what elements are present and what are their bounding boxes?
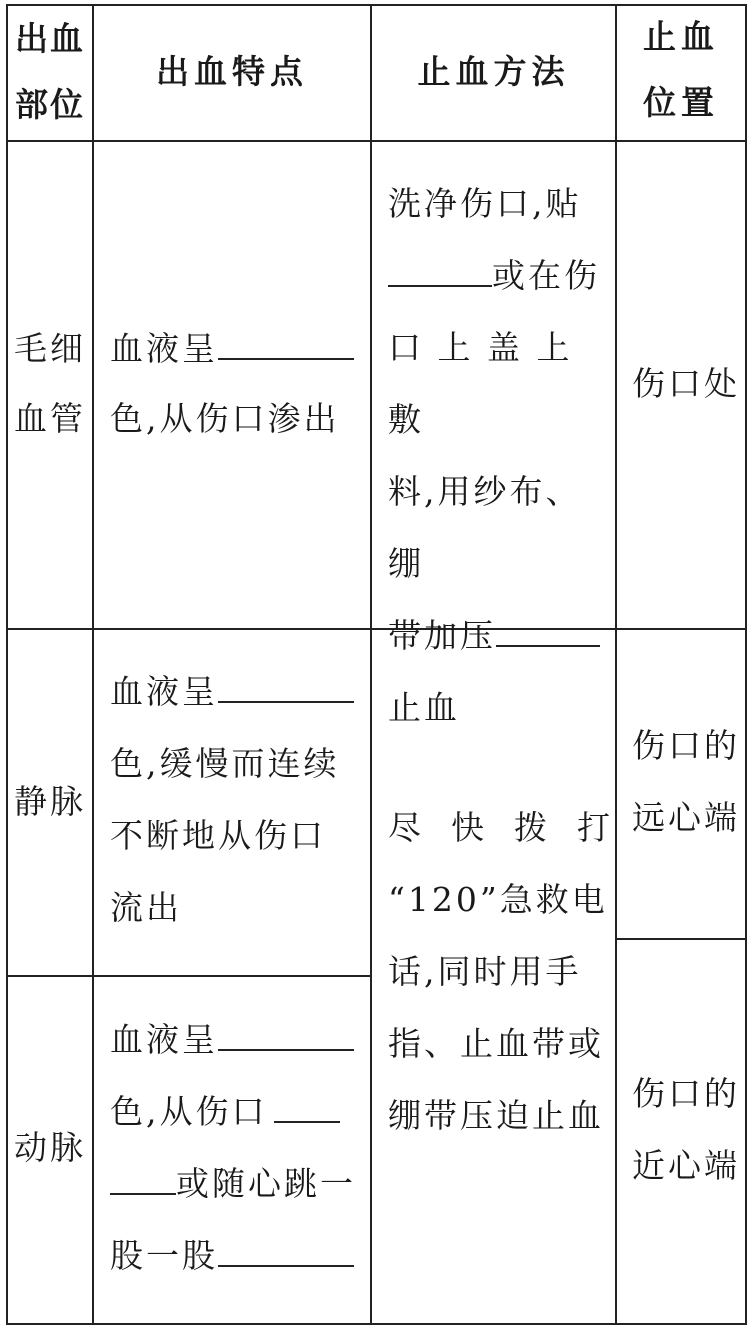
feature-capillary-line1 bbox=[110, 314, 368, 384]
feature-vein-line1 bbox=[110, 656, 368, 728]
feature-artery-line3 bbox=[110, 1148, 368, 1220]
feature-artery-text-d: 股一股 bbox=[110, 1236, 218, 1275]
method-shared-line4: 指、止血带或 bbox=[388, 1024, 604, 1063]
feature-capillary-line2: 色,从伤口渗出 bbox=[110, 399, 340, 438]
fill-blank bbox=[274, 1091, 340, 1123]
rule-col1 bbox=[92, 4, 94, 1325]
feature-vein-line3: 不断地从伤口 bbox=[110, 816, 326, 855]
header-site-line2: 部位 bbox=[15, 85, 85, 124]
method-vein-artery bbox=[388, 792, 613, 1152]
method-capillary-line5 bbox=[388, 600, 613, 672]
method-capillary-line1: 洗净伤口,贴 bbox=[388, 184, 582, 223]
method-capillary-line4: 料,用纱布、绷 bbox=[388, 472, 582, 583]
header-feature: 出血特点 bbox=[156, 52, 308, 91]
rule-col3 bbox=[615, 4, 617, 1325]
position-artery bbox=[632, 1058, 744, 1202]
rule-capillary-bottom bbox=[6, 628, 747, 630]
method-capillary-text-b: 或在伤 bbox=[492, 256, 600, 295]
method-shared-line1: 尽 快 拨 打 bbox=[388, 808, 613, 847]
fill-blank bbox=[110, 1163, 176, 1195]
method-shared-line3: 话,同时用手 bbox=[388, 952, 582, 991]
position-vein-line1: 伤口的 bbox=[632, 726, 740, 765]
header-position bbox=[617, 4, 745, 136]
feature-capillary bbox=[110, 314, 368, 454]
rule-vein-bottom-left bbox=[6, 975, 372, 977]
method-capillary bbox=[388, 168, 613, 744]
position-artery-line1: 伤口的 bbox=[632, 1074, 740, 1113]
method-capillary-line2 bbox=[388, 240, 613, 312]
position-capillary: 伤口处 bbox=[632, 364, 740, 403]
header-site bbox=[8, 6, 92, 138]
rule-col2 bbox=[370, 4, 372, 1325]
feature-vein-text-a: 血液呈 bbox=[110, 672, 218, 711]
position-artery-line2: 近心端 bbox=[632, 1146, 740, 1185]
rule-vein-bottom-right bbox=[615, 938, 747, 940]
site-capillary-line1: 毛细 bbox=[14, 329, 86, 368]
feature-artery-text-a: 血液呈 bbox=[110, 1020, 218, 1059]
site-capillary bbox=[14, 314, 92, 454]
fill-blank bbox=[218, 671, 354, 703]
rule-left bbox=[6, 4, 8, 1325]
header-method: 止血方法 bbox=[417, 52, 570, 91]
fill-blank bbox=[218, 1235, 354, 1267]
fill-blank bbox=[496, 615, 600, 647]
rule-bottom bbox=[6, 1323, 747, 1325]
method-capillary-line3: 口 上 盖 上 敷 bbox=[388, 328, 573, 439]
feature-vein bbox=[110, 656, 368, 944]
feature-artery-text-b: 色,从伤口 bbox=[110, 1092, 268, 1131]
feature-artery-line1 bbox=[110, 1004, 368, 1076]
position-vein bbox=[632, 710, 744, 854]
site-artery: 动脉 bbox=[14, 1128, 86, 1167]
method-shared-line2: “120”急救电 bbox=[388, 880, 608, 919]
feature-artery-line4 bbox=[110, 1220, 368, 1292]
feature-vein-line4: 流出 bbox=[110, 888, 182, 927]
header-position-line1: 止血 bbox=[643, 17, 719, 56]
feature-vein-line2: 色,缓慢而连续 bbox=[110, 744, 340, 783]
site-vein: 静脉 bbox=[14, 782, 86, 821]
fill-blank bbox=[218, 1019, 354, 1051]
feature-artery-text-c: 或随心跳一 bbox=[176, 1164, 356, 1203]
method-capillary-text-e: 带加压 bbox=[388, 616, 496, 655]
rule-header-bottom bbox=[6, 140, 747, 142]
method-capillary-line6: 止血 bbox=[388, 688, 460, 727]
rule-right bbox=[745, 4, 747, 1325]
method-shared-line5: 绷带压迫止血 bbox=[388, 1096, 604, 1135]
fill-blank bbox=[388, 255, 492, 287]
position-vein-line2: 远心端 bbox=[632, 798, 740, 837]
site-capillary-line2: 血管 bbox=[14, 399, 86, 438]
feature-artery bbox=[110, 1004, 368, 1292]
header-site-line1: 出血 bbox=[15, 19, 85, 58]
feature-capillary-text-a: 血液呈 bbox=[110, 329, 218, 368]
header-position-line2: 位置 bbox=[643, 83, 719, 122]
fill-blank bbox=[218, 328, 354, 360]
feature-artery-line2 bbox=[110, 1076, 368, 1148]
